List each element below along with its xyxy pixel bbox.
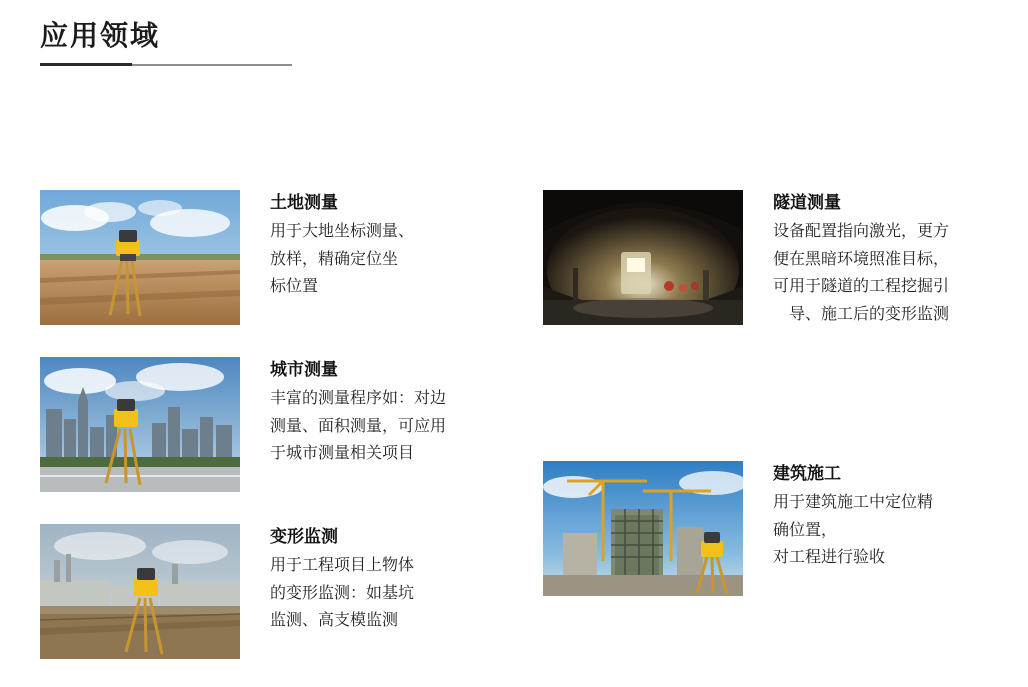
industrial-site-monitoring-photo <box>40 524 240 659</box>
tunnel-interior-photo <box>543 190 743 325</box>
feature-item-construction <box>543 461 1013 596</box>
left-column <box>40 190 510 659</box>
total-station-city-skyline-photo <box>40 357 240 492</box>
feature-text-city-survey <box>270 357 446 468</box>
feature-description: 用于建筑施工中定位精 确位置， 对工程进行验收 <box>773 494 934 567</box>
right-column <box>543 190 1013 596</box>
tripod-on-farmland-photo <box>40 190 240 325</box>
feature-text-tunnel-survey <box>773 190 949 328</box>
feature-description: 丰富的测量程序如：对边 测量、面积测量，可应用 于城市测量相关项目 <box>270 390 447 463</box>
feature-title: 隧道测量 <box>773 193 841 212</box>
feature-description: 用于工程项目上物体 的变形监测：如基坑 监测、高支模监测 <box>270 557 415 630</box>
feature-description: 设备配置指向激光，更方 便在黑暗环境照准目标， 可用于隧道的工程挖掘引 导、施工后的变形监测 <box>773 223 950 323</box>
feature-item-land-survey <box>40 190 510 325</box>
feature-text-land-survey <box>270 190 414 301</box>
feature-title: 城市测量 <box>270 360 338 379</box>
heading-divider-accent <box>40 63 132 66</box>
feature-title: 土地测量 <box>270 193 338 212</box>
feature-item-deformation-monitoring <box>40 524 510 659</box>
feature-title: 建筑施工 <box>773 464 841 484</box>
feature-text-deformation-monitoring <box>270 524 414 635</box>
feature-title: 变形监测 <box>270 527 338 546</box>
construction-site-cranes-photo <box>543 461 743 596</box>
page-title: 应用领域 <box>40 20 161 51</box>
feature-item-tunnel-survey <box>543 190 1013 328</box>
feature-text-construction <box>773 461 933 572</box>
feature-item-city-survey <box>40 357 510 492</box>
feature-description: 用于大地坐标测量、 放样，精确定位坐 标位置 <box>270 223 415 296</box>
